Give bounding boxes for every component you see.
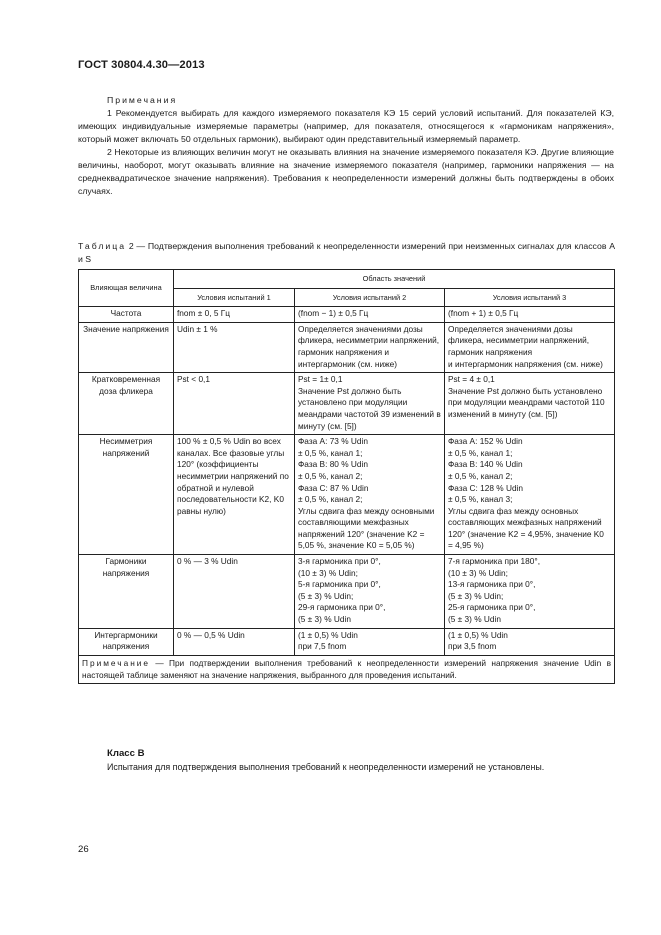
cell-text: (fnom + 1) ± 0,5 Гц: [448, 308, 519, 319]
cell-text: ± 0,5 %, канал 3;: [448, 494, 513, 505]
condition-1-cell: [174, 435, 295, 555]
table-row: [79, 373, 615, 435]
cell-text: Фаза B: 140 % Udin: [448, 459, 523, 470]
cell-text: Значение Pst должно быть установлено при модуляции меандрами частотой 110 изменений в минуту (см. [5]): [448, 385, 605, 419]
header-conditions-1: Условия испытаний 1: [174, 288, 295, 307]
note-1: 1 Рекомендуется выбирать для каждого измеряемого показателя КЭ 15 серий условий испытаний. Для показателей КЭ, имеющих индивидуальные измеряемые параметры (например, для показателя, относящегося к «гармоникам напряжения», который может включать 50 отдельных гармоник), выбирают один представительный измеряемый параметр.: [78, 108, 614, 144]
condition-3-cell: [445, 435, 615, 555]
condition-1-cell: [174, 307, 295, 323]
table-caption-text: 2 — Подтверждения выполнения требований к неопределенности измерений при неизменных сигналах для классов A и S: [78, 241, 615, 264]
cell-text: Фаза C: 87 % Udin: [298, 482, 369, 493]
influence-quantity-cell: Интергармоники напряжения: [79, 628, 174, 655]
cell-text: Определяется значениями дозы фликера, несимметрии напряжений, гармоник напряжения и интергармоник (см. ниже): [298, 323, 440, 369]
cell-text: 5-я гармоника при 0°,: [298, 579, 381, 590]
notes-title: Примечания: [107, 95, 178, 105]
cell-text: ± 0,5 %, канал 2;: [298, 494, 363, 505]
class-b-text: Испытания для подтверждения выполнения требований к неопределенности измерений не установлены.: [107, 762, 545, 772]
cell-text: (10 ± 3) % Udin;: [448, 567, 508, 578]
table-row: [79, 307, 615, 323]
cell-text: и интергармоник напряжения (см. ниже): [448, 358, 603, 369]
cell-text: 0 % — 3 % Udin: [177, 556, 238, 567]
cell-text: (5 ± 3) % Udin: [448, 614, 501, 625]
condition-3-cell: [445, 322, 615, 372]
cell-text: (1 ± 0,5) % Udin: [448, 629, 508, 640]
table-row: [79, 628, 615, 655]
influence-quantity-cell: Значение напряжения: [79, 322, 174, 372]
cell-text: ± 0,5 %, канал 1;: [298, 447, 363, 458]
cell-text: при 3,5 fnom: [448, 641, 497, 652]
condition-1-cell: [174, 322, 295, 372]
cell-text: Фаза B: 80 % Udin: [298, 459, 368, 470]
cell-text: Pst = 4 ± 0,1: [448, 374, 495, 385]
cell-text: ± 0,5 %, канал 2;: [298, 470, 363, 481]
cell-text: (5 ± 3) % Udin;: [448, 590, 504, 601]
requirements-table: [78, 269, 615, 684]
cell-text: 13-я гармоника при 0°,: [448, 579, 536, 590]
table-row: [79, 322, 615, 372]
cell-text: (5 ± 3) % Udin;: [298, 590, 354, 601]
class-b-title: Класс В: [107, 748, 145, 759]
condition-3-cell: [445, 373, 615, 435]
condition-2-cell: [295, 373, 445, 435]
header-value-range: Область значений: [174, 270, 615, 289]
influence-quantity-cell: Частота: [79, 307, 174, 323]
cell-text: ± 0,5 %, канал 2;: [448, 470, 513, 481]
condition-2-cell: [295, 307, 445, 323]
cell-text: ± 0,5 %, канал 1;: [448, 447, 513, 458]
cell-text: Udin ± 1 %: [177, 323, 218, 334]
cell-text: Определяется значениями дозы фликера, несимметрии напряжений, гармоник напряжения: [448, 323, 590, 357]
table-note-label: Примечание: [82, 657, 151, 668]
cell-text: Углы сдвига фаз между основными составляющими межфазных напряжений 120° (значение K2 = 5,05 %, значение K0 = 5,05 %): [298, 505, 435, 551]
cell-text: при 7,5 fnom: [298, 641, 347, 652]
cell-text: (5 ± 3) % Udin: [298, 614, 351, 625]
cell-text: (10 ± 3) % Udin;: [298, 567, 358, 578]
header-influence-quantity: Влияющая величина: [79, 270, 174, 307]
cell-text: Pst = 1± 0,1: [298, 374, 343, 385]
cell-text: 3-я гармоника при 0°,: [298, 556, 381, 567]
cell-text: Фаза C: 128 % Udin: [448, 482, 524, 493]
cell-text: Фаза A: 73 % Udin: [298, 436, 368, 447]
table-caption-label: Таблица: [78, 241, 127, 251]
table-note: [79, 655, 615, 683]
notes-block: [78, 94, 614, 198]
cell-text: Pst < 0,1: [177, 374, 210, 385]
header-conditions-2: Условия испытаний 2: [295, 288, 445, 307]
cell-text: (fnom − 1) ± 0,5 Гц: [298, 308, 369, 319]
condition-3-cell: [445, 307, 615, 323]
cell-text: Значение Pst должно быть установлено при модуляции меандрами частотой 39 изменений в минуту (см. [5]): [298, 385, 441, 431]
class-b-section: [78, 747, 614, 774]
page-number: 26: [78, 844, 89, 855]
cell-text: fnom ± 0, 5 Гц: [177, 308, 230, 319]
condition-2-cell: [295, 435, 445, 555]
influence-quantity-cell: Кратковременная доза фликера: [79, 373, 174, 435]
cell-text: 7-я гармоника при 180°,: [448, 556, 541, 567]
table-caption: [78, 240, 615, 266]
cell-text: Фаза A: 152 % Udin: [448, 436, 523, 447]
influence-quantity-cell: Несимметрия напряжений: [79, 435, 174, 555]
note-2: 2 Некоторые из влияющих величин могут не оказывать влияния на значение измеряемого показателя КЭ. Другие влияющие величины, наоборот, могут оказывать влияние на значение измеряемого показателя (например, гармоники напряжения — на среднеквадратическое значение напряжения). Требования к неопределенности измерений должны быть подтверждены в обоих случаях.: [78, 147, 614, 196]
condition-1-cell: [174, 373, 295, 435]
header-conditions-3: Условия испытаний 3: [445, 288, 615, 307]
table-row: [79, 555, 615, 629]
condition-3-cell: [445, 555, 615, 629]
condition-2-cell: [295, 322, 445, 372]
standard-header: ГОСТ 30804.4.30—2013: [78, 59, 205, 71]
condition-1-cell: [174, 628, 295, 655]
cell-text: 25-я гармоника при 0°,: [448, 602, 536, 613]
cell-text: (1 ± 0,5) % Udin: [298, 629, 358, 640]
condition-3-cell: [445, 628, 615, 655]
condition-2-cell: [295, 628, 445, 655]
condition-2-cell: [295, 555, 445, 629]
table-row: [79, 435, 615, 555]
cell-text: 0 % — 0,5 % Udin: [177, 629, 245, 640]
condition-1-cell: [174, 555, 295, 629]
cell-text: 100 % ± 0,5 % Udin во всех каналах. Все фазовые углы 120° (коэффициенты несимметрии напряжений по обратной и нулевой последовательности K2, K0 равны нулю): [177, 436, 289, 516]
table-note-text: — При подтверждении выполнения требований к неопределенности измерений напряжения значение Udin в настоящей таблице заменяют на значение напряжения, выбранного для проведения испытаний.: [82, 657, 611, 680]
cell-text: Углы сдвига фаз между основных составляющих межфазных напряжений 120° (значение K2 = 4,95%, значение K0 = 4,95 %): [448, 505, 604, 551]
influence-quantity-cell: Гармоники напряжения: [79, 555, 174, 629]
cell-text: 29-я гармоника при 0°,: [298, 602, 386, 613]
